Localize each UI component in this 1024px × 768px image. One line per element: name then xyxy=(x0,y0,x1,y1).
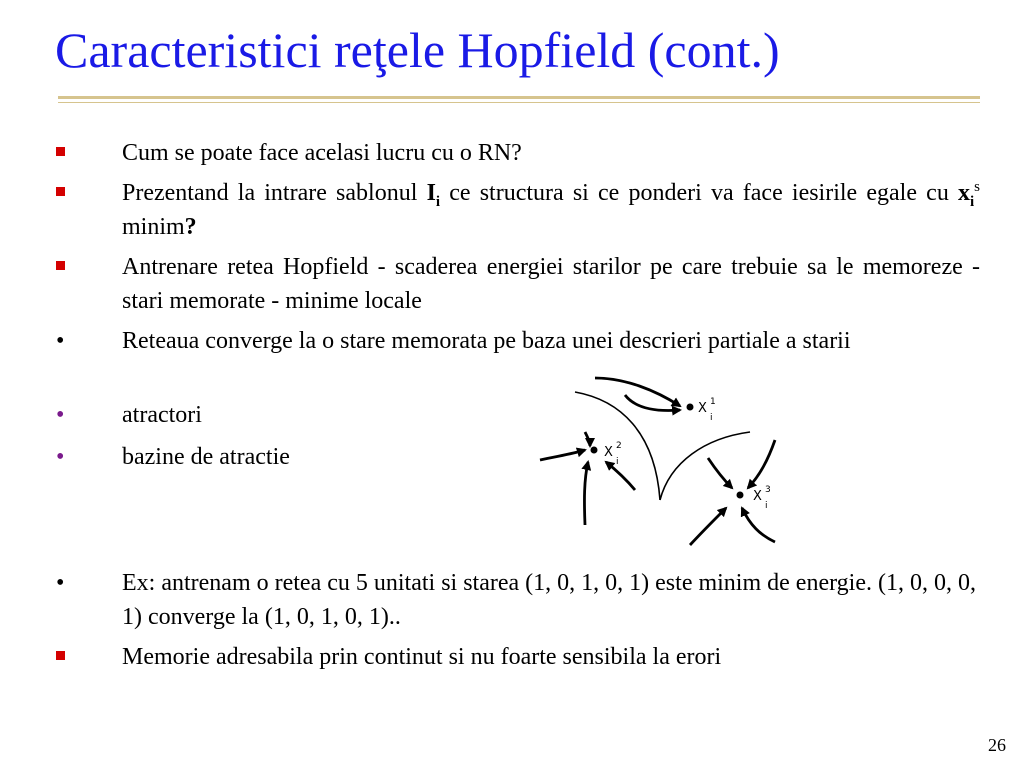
bullet-text-6: bazine de atractie xyxy=(122,444,290,470)
attractor-basins-diagram xyxy=(530,370,790,555)
svg-text:X: X xyxy=(698,401,707,416)
bullet-text-7: Ex: antrenam o retea cu 5 unitati si starea (1, 0, 1, 0, 1) este minim de energie. (1, 0, 0, 0, 1) converge la (1, 0, 1, 0, 1).. xyxy=(122,570,976,630)
output-subscript: i xyxy=(969,193,975,210)
bullet-text-8: Memorie adresabila prin continut si nu foarte sensibila la erori xyxy=(122,644,722,670)
question-mark: ? xyxy=(184,214,197,240)
title-divider-thick xyxy=(58,96,980,99)
round-bullet-icon: • xyxy=(56,402,65,428)
svg-text:3: 3 xyxy=(765,485,771,495)
attractor-point-1 xyxy=(687,404,694,411)
round-bullet-icon: • xyxy=(56,570,65,596)
pattern-subscript: i xyxy=(435,193,441,210)
output-superscript: s xyxy=(974,179,980,195)
round-bullet-icon: • xyxy=(56,328,65,354)
bullet-text-4: Reteaua converge la o stare memorata pe baza unei descrieri partiale a starii xyxy=(122,328,851,354)
bullet-2-part2: ce structura si ce ponderi va face iesirile egale cu xyxy=(440,180,958,206)
attractor-arrows xyxy=(540,378,775,545)
svg-text:i: i xyxy=(710,413,713,423)
bullet-text-1: Cum se poate face acelasi lucru cu o RN? xyxy=(122,140,522,166)
svg-text:i: i xyxy=(616,457,619,467)
basin-boundary-lines xyxy=(575,392,750,500)
bullet-2-part1: Prezentand la intrare sablonul xyxy=(122,180,427,206)
bullet-text-5: atractori xyxy=(122,402,202,428)
bullet-text-3: Antrenare retea Hopfield - scaderea energiei starilor pe care trebuie sa le memoreze - stari memorate - minime locale xyxy=(122,254,980,314)
title-divider-thin xyxy=(58,102,980,103)
attractor-point-2 xyxy=(591,447,598,454)
attractor-label-3 xyxy=(753,485,771,511)
svg-text:X: X xyxy=(604,445,613,460)
slide-title: Caracteristici reţele Hopfield (cont.) xyxy=(55,22,780,78)
bullet-text-2 xyxy=(122,176,980,244)
round-bullet-icon: • xyxy=(56,444,65,470)
pattern-symbol: I xyxy=(426,180,436,206)
svg-text:2: 2 xyxy=(616,441,622,451)
bullet-2-part3: minim xyxy=(122,214,185,240)
output-symbol: x xyxy=(957,180,970,206)
attractor-label-1 xyxy=(698,397,716,423)
attractor-point-3 xyxy=(737,492,744,499)
svg-text:1: 1 xyxy=(710,397,716,407)
svg-text:i: i xyxy=(765,501,768,511)
svg-text:X: X xyxy=(753,489,762,504)
page-number: 26 xyxy=(988,735,1006,755)
